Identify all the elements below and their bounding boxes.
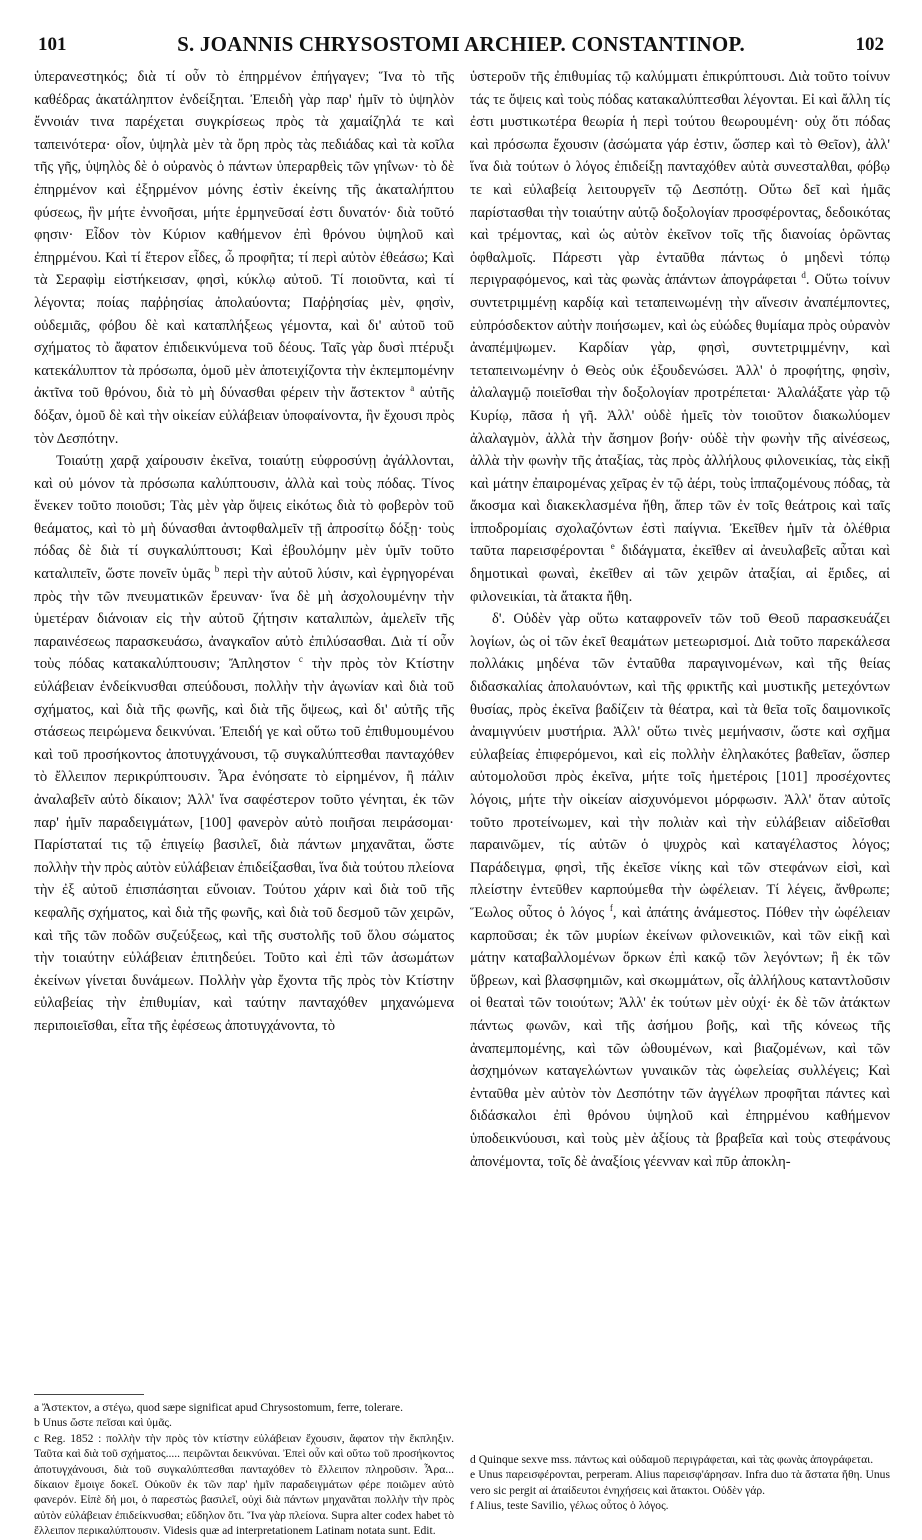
footnote-f: f Alius, teste Savilio, γέλως οὗτος ὁ λόγος. bbox=[470, 1499, 669, 1513]
page-number-left: 101 bbox=[38, 34, 67, 55]
right-column bbox=[470, 66, 890, 1173]
text-run: Τοιαύτῃ χαρᾷ χαίρουσιν ἐκεῖνα, τοιαύτῃ εὐφροσύνῃ ἀγάλλονται, καὶ οὐ μόνον τὰ πρόσωπα καλύπτουσιν, ἀλλὰ καὶ τοὺς πόδας. Τίνος ἕνεκεν τοῦτο ποιοῦσι; Τὰς μὲν γὰρ ὄψεις εἰκότως διὰ τὸ φοβερὸν τοῦ θεάματος, καὶ τὸ μὴ δύνασθαι ἀντοφθαλμεῖν τῇ ἀπροσίτῳ δόξῃ· τοὺς πόδας δὲ διὰ τί συγκαλύπτουσι; Καὶ ἐβουλόμην μὲν ὑμῖν τοῦτο καταλιπεῖν, ὥστε πονεῖν ὑμᾶς bbox=[34, 453, 454, 583]
footnote-e: e Unus παρεισφέρονται, perperam. Alius παρεισφ'άρησαν. Infra duo τὰ ἄστατα ἤθη. Unus vero sic pergit αἱ ἀταίδευτοι ἐνηχήσεις καὶ ἄτακτοι. Οὐδὲν γάρ. bbox=[470, 1468, 890, 1497]
footnote-marker: a bbox=[410, 383, 415, 394]
footnote-rule-left bbox=[34, 1394, 144, 1395]
text-run: ὑστεροῦν τῆς ἐπιθυμίας τῷ καλύμματι ἐπικρύπτουσι. Διὰ τοῦτο τοίνυν τάς τε ὄψεις καὶ τοὺς πόδας κατακαλύπτεσθαι λέγονται. Εἰ καὶ ἄλλη τίς ἐστι μυστικωτέρα θεωρία ἡ περὶ τούτου θεωρουμένη· οὐχ ὅτι πόδας καὶ πρόσωπα ἔχουσιν (ἀσώματα γάρ ἐστιν, ὥσπερ καὶ τὸ Θεῖον), ἀλλ' ἵνα διὰ τούτων ὁ λόγος ἐπιδείξῃ πανταχόθεν αὐτὰ συνεσταλθαι, φόβῳ τε καὶ εὐλαβείᾳ λειτουργεῖν τῷ Δεσπότῃ. Οὕτω δεῖ καὶ ἡμᾶς παρίστασθαι τὴν τοιαύτην αὐτῷ δοξολογίαν προσφέροντας, δεδοικότας καὶ τρέμοντας, καὶ ὡς αὐτὸν ἐκεῖνον τοῖς τῆς διανοίας ὁρῶντας ὀφθαλμοῖς. Πάρεστι γὰρ ἐνταῦθα πάντως ὁ μηδενὶ τόπῳ περιγραφόμενος, καὶ τὰς φωνὰς ἁπάντων ἀπογράφεται bbox=[470, 69, 890, 289]
text-run: περὶ τὴν αὐτοῦ λύσιν, καὶ ἐγρηγορέναι πρὸς τὴν τῶν πνευματικῶν ἔρευναν· ἵνα δὲ μὴ ἀσχολουμένην τὴν ὑμετέραν διάνοιαν εἰς τὴν αὐτοῦ ζήτησιν καταλιπὼν, ἀμελεῖν τῆς παραινέσεως παρασκευάσω, ἀναγκαῖον αὐτὸ ἐπιλύσασθαι. Διὰ τί οὖν τοὺς πόδας κατακαλύπτουσιν; Ἄπληστον bbox=[34, 566, 454, 673]
text-run: . Οὕτω τοίνυν συντετριμμένῃ καρδίᾳ καὶ τεταπεινωμένῃ τὴν αἴνεσιν ἀναπέμποντες, εὐπρόσδεκτον αὐτὴν ποιήσωμεν, καὶ ὡς εὐώδες θυμίαμα πρὸς οὐρανὸν ἀναπέμψωμεν. Καρδίαν γὰρ, φησὶ, συντετριμμένην, καὶ τεταπεινωμένην ὁ Θεὸς οὐκ ἐξουδενώσει. Ἀλλ' ὁ προφήτης, φησὶν, ἀλαλαγμῷ ποιεῖσθαι τὴν δοξολογίαν προτρέπεται· Ἀλαλάξατε γὰρ τῷ Κυρίῳ, πᾶσα ἡ γῆ. Ἀλλ' οὐδὲ ἡμεῖς τὸν τοιοῦτον διακωλύομεν ἀλαλαγμὸν, ἀλλὰ τὴν ἄσημον βοήν· οὐδὲ τὴν φωνὴν τῆς αἰνέσεως, ἀλλὰ τὴν φωνὴν τῆς ἀταξίας, τὰς πρὸς ἀλλήλους φιλονεικίας, τὰς εἰκῇ καὶ μάτην ἐπαιρομένας χεῖρας ἐν τῷ ἀέρι, τοὺς ἱππαζομένους πόδας, τὰ ἄκοσμα καὶ διακεκλασμένα ἤθη, ἅπερ τῶν ἐν τοῖς θεάτροις καὶ ταῖς ἱπποδρομίαις σχολαζόντων ἐστὶ παίγνια. Ἐκεῖθεν ἡμῖν τὰ ὀλέθρια ταῦτα παρεισφέρονται bbox=[470, 272, 890, 560]
left-paragraph-2 bbox=[34, 450, 454, 1037]
right-paragraph-2 bbox=[470, 608, 890, 1173]
footnote-marker: f bbox=[609, 903, 613, 914]
text-run: διδάγματα, ἐκεῖθεν αἱ ἀνευλαβεῖς αὗται καὶ δημοτικαὶ φωναὶ, ἐκεῖθεν αἱ τῶν χειρῶν ἀταξίαι, αἱ ἔριδες, αἱ φιλονεικίαι, τὰ ἄτακτα ἤθη. bbox=[470, 543, 890, 605]
footnote-d: d Quinque sexve mss. πάντως καὶ οὐδαμοῦ περιγράφεται, καὶ τὰς φωνὰς ἀπογράφεται. bbox=[470, 1453, 874, 1466]
page-header bbox=[38, 34, 884, 60]
footnote-marker: e bbox=[610, 541, 615, 552]
right-footnotes bbox=[470, 1452, 890, 1514]
footnote-marker: b bbox=[214, 564, 220, 575]
page-number-right: 102 bbox=[855, 34, 884, 55]
footnote-marker: d bbox=[801, 270, 806, 281]
text-run: τὴν πρὸς τὸν Κτίστην εὐλάβειαν ἐνδείκνυσθαι σπεύδουσι, πολλὴν τὴν ἀγωνίαν καὶ διὰ τοῦ σχήματος, καὶ διὰ τῆς φωνῆς, καὶ διὰ τῆς ὄψεως, καὶ δι' αὐτῆς τῆς στάσεως πειρώμενα δεικνύναι. Ἐπειδή γε καὶ οὕτω τοῦ ἐπιθυμουμένου καὶ τοῦ προσήκοντος ἀποτυγχάνουσι, τῷ συγκαλύπτεσθαι πανταχόθεν τὸ ἔλλειπον περικρύπτουσιν. Ἆρα ἐνόησατε τὸ εἰρημένον, ἢ πάλιν ἀναλαβεῖν αὐτὸ δίκαιον; Ἀλλ' ἵνα σαφέστερον τοῦτο γένηται, ἐκ τῶν παρ' ἡμῖν παραδειγμάτων, [100] φανερὸν αὐτὸ ποιῆσαι πειράσομαι· Παρίσταταί τις τῷ ἐπιγείῳ βασιλεῖ, διὰ πάντων μηχανᾶται, ὥστε πολλὴν τὴν πρὸς αὐτὸν εὐλάβειαν ἐπιδείξασθαι, ἵνα διὰ τούτου πλείονα τὴν ἐξ αὐτοῦ ἐπισπάσηται εὔνοιαν. Τούτου χάριν καὶ διὰ τοῦ τῆς κεφαλῆς σχήματος, καὶ διὰ τῆς φωνῆς, καὶ διὰ τοῦ δεσμοῦ τῶν χειρῶν, καὶ τῆς τῶν ποδῶν συζεύξεως, καὶ τῆς συστολῆς τοῦ ὅλου σώματος τὴν τοιαύτην εὐλάβειαν ἐπιτηδεύει. Τοῦτο καὶ ἐπὶ τῶν ἀσωμάτων ἐκείνων γίνεται δυνάμεων. Πολλὴν γὰρ ἔχοντα τῆς πρὸς τὸν Κτίστην εὐλαβείας τὴν ἐπιθυμίαν, καὶ ταύτην πανταχόθεν μηχανώμενα περιποιεῖσθαι, εἶτα τῆς ἐφέσεως ἀποτυγχάνοντα, τὸ bbox=[34, 656, 454, 1034]
footnote-marker: c bbox=[298, 654, 303, 665]
left-footnotes bbox=[34, 1400, 454, 1539]
footnote-a: a Ἄστεκτον, a στέγω, quod sæpe significat apud Chrysostomum, ferre, tolerare. bbox=[34, 1401, 403, 1414]
left-column bbox=[34, 66, 454, 1038]
text-run: ὑπερανεστηκός; διὰ τί οὖν τὸ ἐπηρμένον ἐπήγαγεν; Ἵνα τὸ τῆς καθέδρας ἀκατάληπτον ἐνδείξηται. Ἐπειδὴ γὰρ παρ' ἡμῖν τὸ ὑψηλὸν ἔννοιάν τινα παρέχεται συγκρίσεως πρὸς τὰ χαμαίζηλά τε καὶ ταπεινότερα· οἷον, ὑψηλὰ μὲν τὰ ὄρη πρὸς τὰς πεδιάδας καὶ τὰ κοῖλα τῆς γῆς, ὑψηλὸς δὲ ὁ οὐρανὸς ὁ πάντων ὑπεραρθεὶς τῶν γηΐνων· τὸ δὲ ἐπηρμένον καὶ ἐξηρμένον μόνης ἐστὶν ἐκείνης τῆς ἀκαταλήπτου φύσεως, ἣν μήτε ἐννοῆσαι, μήτε ἑρμηνεῦσαί ἐστι δυνατόν· διὰ τοῦτό φησιν· Εἶδον τὸν Κύριον καθήμενον ἐπὶ θρόνου ὑψηλοῦ καὶ ἐπηρμένου. Καὶ τί ἕτερον εἶδες, ὦ προφῆτα; τί περὶ αὐτὸν ἐθεάσω; Καὶ τὰ Σεραφὶμ εἱστήκεισαν, φησὶ, κύκλῳ αὐτοῦ. Τί ποιοῦντα, καὶ τί λέγοντα; ποίας παῤῥησίας ἀπολαύοντα; Παῤῥησίας μὲν, φησὶν, οὐδεμιᾶς, φόβου δὲ καὶ καταπλήξεως γέμοντα, καὶ δι' αὐτοῦ τοῦ σχήματος τὸ ἄφατον ἐπιδεικνύμενα τοῦ δέους. Ταῖς γὰρ δυσὶ πτέρυξι κατεκάλυπτον τὰ πρόσωπα, ὁμοῦ μὲν ἀποτειχίζοντα τὴν ἐκπεμπομένην ἀκτῖνα τοῦ θρόνου, διὰ τὸ μὴ δύνασθαι φέρειν τὴν ἄστεκτον bbox=[34, 69, 454, 402]
text-run: δ'. Οὐδὲν γὰρ οὕτω καταφρονεῖν τῶν τοῦ Θεοῦ παρασκευάζει λογίων, ὡς οἱ τῶν ἐκεῖ θεαμάτων μετεωρισμοί. Διὰ τοῦτο παρεκάλεσα πολλάκις μηδένα τῶν ἐνταῦθα παραγινομένων, καὶ τῆς θείας διδασκαλίας ἀπολαυόντων, καὶ τῆς φρικτῆς καὶ μυστικῆς μετεχόντων θυσίας, πρὸς ἐκεῖνα βαδίζειν τὰ θέατρα, καὶ τὰ θεῖα τοῖς δαιμονικοῖς ἀναμιγνύειν μυστήρια. Ἀλλ' οὕτω τινὲς μεμήνασιν, ὥστε καὶ σχῆμα εὐλαβείας ἐπιφερόμενοι, καὶ εἰς πολλὴν ἐληλακότες βαθεῖαν, ὥσπερ αὐτομολοῦσι πρὸς ἐκεῖνα, μήτε τοῖς ἡμετέροις [101] προσέχοντες λόγοις, μήτε τὴν οἰκείαν αἰσχυνόμενοι μόρφωσιν. Ἀλλ' ὅταν αὐτοῖς τοῦτο προτείνωμεν, καὶ τὴν πολιὰν καὶ τὴν εὐλάβειαν αἰδεῖσθαι παραινῶμεν, τίς αὐτῶν ὁ ψυχρὸς καὶ καταγέλαστος λόγος; Παράδειγμα, φησὶ, τῆς ἐκεῖσε νίκης καὶ τῶν στεφάνων εἰσὶ, καὶ πλείστην ἐντεῦθεν καρπούμεθα τὴν ὠφέλειαν. Τί λέγεις, ἄνθρωπε; Ἕωλος οὗτος ὁ λόγος bbox=[470, 611, 890, 921]
right-paragraph-1 bbox=[470, 66, 890, 608]
footnote-b: b Unus ὥστε πεῖσαι καὶ ὑμᾶς. bbox=[34, 1416, 172, 1430]
text-run: αὐτῆς δόξαν, ὁμοῦ δὲ καὶ τὴν οἰκείαν εὐλάβειαν ὑποφαίνοντα, ἣν ἔχουσι πρὸς τὸν Δεσπότην. bbox=[34, 385, 454, 447]
running-title: S. JOANNIS CHRYSOSTOMI ARCHIEP. CONSTANTINOP. bbox=[177, 32, 745, 56]
left-paragraph-1 bbox=[34, 66, 454, 450]
footnote-c: c Reg. 1852 : πολλὴν τὴν πρὸς τὸν κτίστην εὐλάβειαν ἔχουσιν, ἄφατον τὴν ἔκπληξιν. Ταῦτα καὶ διὰ τοῦ σχήματος..... πειρῶνται δεικνύναι. Ἐπεὶ οὖν καὶ οὕτω τοῦ προσήκοντος ἀποτυγχάνουσι, διὰ τοῦ συγκαλύπτεσθαι πανταχόθεν τὸ ἔλλειπον πληροῦσιν. Ἆρα... δίκαιον ἔμοιγε δοκεῖ. Οὐκοῦν ἐκ τῶν παρ' ἡμῖν παραδειγμάτων φέρε ποιῶμεν αὐτὸ φανερόν. Εἰπὲ δή μοι, ὁ παρεστὼς βασιλεῖ, οὐχὶ διὰ πάντων μηχανᾶται πολλὴν τὴν πρὸς αὐτὸν εὐλάβειαν ἐπιδείκνυσθαι; εὔδηλον ὅτι. Ἵνα γὰρ πλείονα. Supra alter codex habet τὸ ἔλλειπον περικαλύπτουσιν. Videsis quæ ad interpretationem Latinam notata sunt. Edit. bbox=[34, 1431, 454, 1538]
text-run: , καὶ ἀπάτης ἀνάμεστος. Πόθεν τὴν ὠφέλειαν καρποῦσαι; ἐκ τῶν μυρίων ἐκείνων φιλονεικιῶν, καὶ τῶν εἰκῇ καὶ μάτην καταβαλλομένων ὅρκων ἐπὶ κακῷ τῶν λεγόντων; ἢ ἐκ τῶν ὕβρεων, καὶ βλασφημιῶν, καὶ σκωμμάτων, οἷς ἀλλήλους καταντλοῦσιν οἱ θεαταὶ τῶν τοιούτων; Ἀλλ' ἐκ τούτων μὲν οὐχί· ἐκ δὲ τῶν ἀτάκτων πάντως φωνῶν, καὶ τῆς ἀσήμου βοῆς, καὶ τῆς κόνεως τῆς ἀναπεμπομένης, καὶ τῶν ὠθουμένων, καὶ βιαζομένων, καὶ τῶν ἀσχημόνων καταγελώντων γυναικῶν τὰς ὠφελείας συλλέγεις; Καὶ ἐνταῦθα μὲν αὐτὸν τὸν Δεσπότην τῶν ἀγγέλων προφῆται πάντες καὶ διδάσκαλοι ἐπὶ θρόνου ὑψηλοῦ καὶ ἐπηρμένου καθήμενον ὑποδεικνύουσι, καὶ τοὺς μὲν ἀξίους τὰ βραβεῖα καὶ τοὺς στεφάνους ἀπονέμοντα, τοῖς δὲ ἀναξίοις γέενναν καὶ πῦρ ἀποκλη- bbox=[470, 904, 890, 1170]
